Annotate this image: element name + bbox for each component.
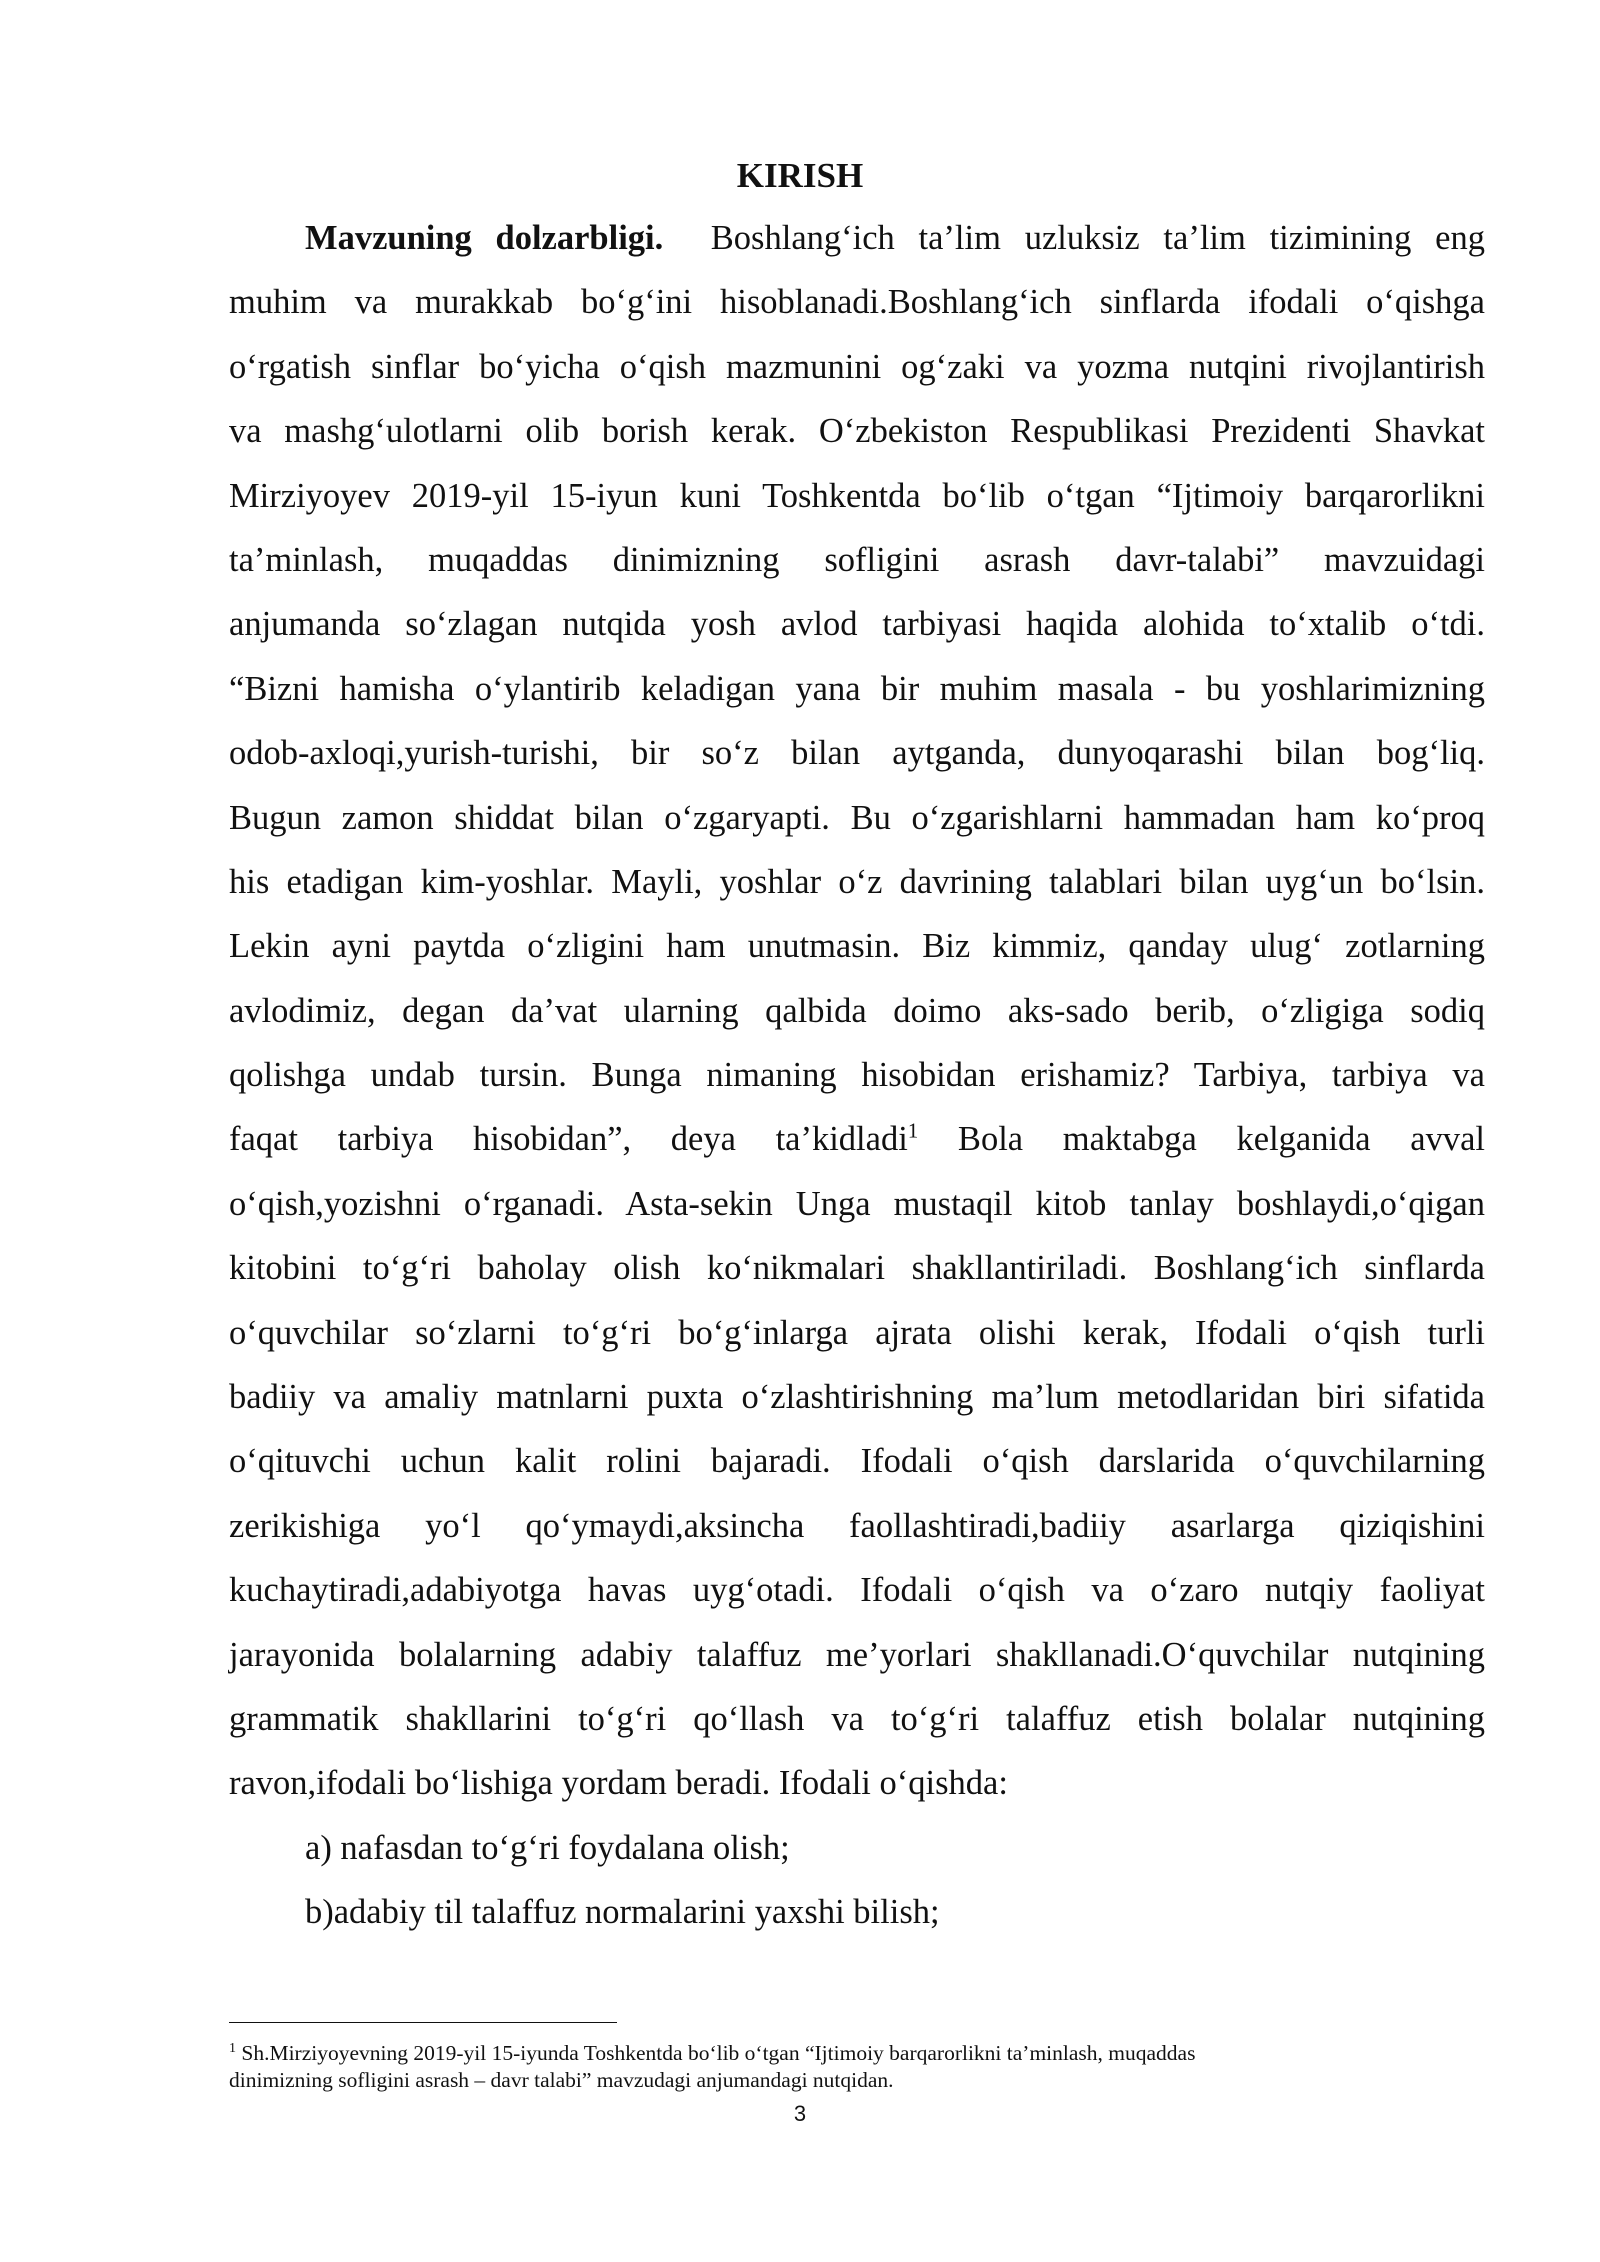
list-item: a) nafasdan to‘g‘ri foydalana olish; (305, 1828, 790, 1867)
paragraph-line: “Bizni hamisha o‘ylantirib keladigan yana bir muhim masala - bu yoshlarimizning (229, 669, 1485, 708)
paragraph-line: badiiy va amaliy matnlarni puxta o‘zlashtirishning ma’lum metodlaridan biri sifatida (229, 1378, 1485, 1417)
footnote-marker: 1 (229, 2040, 236, 2056)
paragraph-line: zerikishiga yo‘l qo‘ymaydi,aksincha faollashtiradi,badiiy asarlarga qiziqishini (229, 1506, 1485, 1545)
paragraph-line: va mashg‘ulotlarni olib borish kerak. O‘zbekiston Respublikasi Prezidenti Shavkat (229, 412, 1485, 451)
paragraph-line: avlodimiz, degan da’vat ularning qalbida doimo aks-sado berib, o‘zligiga sodiq (229, 991, 1485, 1030)
paragraph-line: his etadigan kim-yoshlar. Mayli, yoshlar o‘z davrining talablari bilan uyg‘un bo‘lsin. (229, 862, 1485, 901)
footnote (229, 2040, 1485, 2094)
paragraph-line: Lekin ayni paytda o‘zligini ham unutmasin. Biz kimmiz, qanday ulug‘ zotlarning (229, 927, 1485, 966)
footnote-line: dinimizning sofligini asrash – davr talabi” mavzudagi anjumandagi nutqidan. (229, 2068, 894, 2092)
paragraph-line: Mavzuning dolzarbligi. Boshlang‘ich ta’lim uzluksiz ta’lim tizimining eng (305, 219, 1485, 257)
paragraph-line: muhim va murakkab bo‘g‘ini hisoblanadi.Boshlang‘ich sinflarda ifodali o‘qishga (229, 283, 1485, 322)
page-number: 3 (793, 2101, 807, 2126)
paragraph-line: o‘qish,yozishni o‘rganadi. Asta-sekin Unga mustaqil kitob tanlay boshlaydi,o‘qigan (229, 1184, 1485, 1223)
paragraph-line: qolishga undab tursin. Bunga nimaning hisobidan erishamiz? Tarbiya, tarbiya va (229, 1056, 1485, 1095)
paragraph-line: kuchaytiradi,adabiyotga havas uyg‘otadi. Ifodali o‘qish va o‘zaro nutqiy faoliyat (229, 1571, 1485, 1610)
footnote-reference[interactable]: 1 (907, 1118, 919, 1143)
paragraph-line: kitobini to‘g‘ri baholay olish ko‘nikmalari shakllantiriladi. Boshlang‘ich sinflarda (229, 1249, 1485, 1288)
lead-bold: Mavzuning dolzarbligi. (305, 219, 664, 257)
section-heading: KIRISH (736, 156, 864, 195)
paragraph-line: faqat tarbiya hisobidan”, deya ta’kidladi$^1$ Bola maktabga kelganida avval (229, 1118, 1485, 1159)
paragraph-line: jarayonida bolalarning adabiy talaffuz me’yorlari shakllanadi.O‘quvchilar nutqining (229, 1635, 1485, 1674)
paragraph-line: ta’minlash, muqaddas dinimizning sofligini asrash davr-talabi” mavzuidagi (229, 540, 1485, 579)
footnote-line: $^1$ Sh.Mirziyoyevning 2019-yil 15-iyunda Toshkentda bo‘lib o‘tgan “Ijtimoiy barqarorlikni ta’minlash, muqaddas (229, 2040, 1196, 2065)
paragraph-line: o‘quvchilar so‘zlarni to‘g‘ri bo‘g‘inlarga ajrata olishi kerak, Ifodali o‘qish turli (229, 1313, 1485, 1352)
footnote-separator (229, 2022, 617, 2023)
body-text (229, 206, 1485, 1945)
paragraph-line: grammatik shakllarini to‘g‘ri qo‘llash va to‘g‘ri talaffuz etish bolalar nutqining (229, 1699, 1485, 1738)
paragraph-line: odob-axloqi,yurish-turishi, bir so‘z bilan aytganda, dunyoqarashi bilan bog‘liq. (229, 734, 1485, 773)
paragraph-line: o‘qituvchi uchun kalit rolini bajaradi. Ifodali o‘qish darslarida o‘quvchilarning (229, 1442, 1485, 1481)
paragraph-line: ravon,ifodali bo‘lishiga yordam beradi. Ifodali o‘qishda: (229, 1764, 1008, 1803)
paragraph-line: Mirziyoyev 2019-yil 15-iyun kuni Toshkentda bo‘lib o‘tgan “Ijtimoiy barqarorlikni (229, 476, 1485, 515)
paragraph-line: Bugun zamon shiddat bilan o‘zgaryapti. Bu o‘zgarishlarni hammadan ham ko‘proq (229, 798, 1485, 837)
list-item: b)adabiy til talaffuz normalarini yaxshi bilish; (305, 1893, 940, 1932)
paragraph-line: o‘rgatish sinflar bo‘yicha o‘qish mazmunini og‘zaki va yozma nutqini rivojlantirish (229, 347, 1485, 386)
paragraph-line: anjumanda so‘zlagan nutqida yosh avlod tarbiyasi haqida alohida to‘xtalib o‘tdi. (229, 605, 1485, 644)
